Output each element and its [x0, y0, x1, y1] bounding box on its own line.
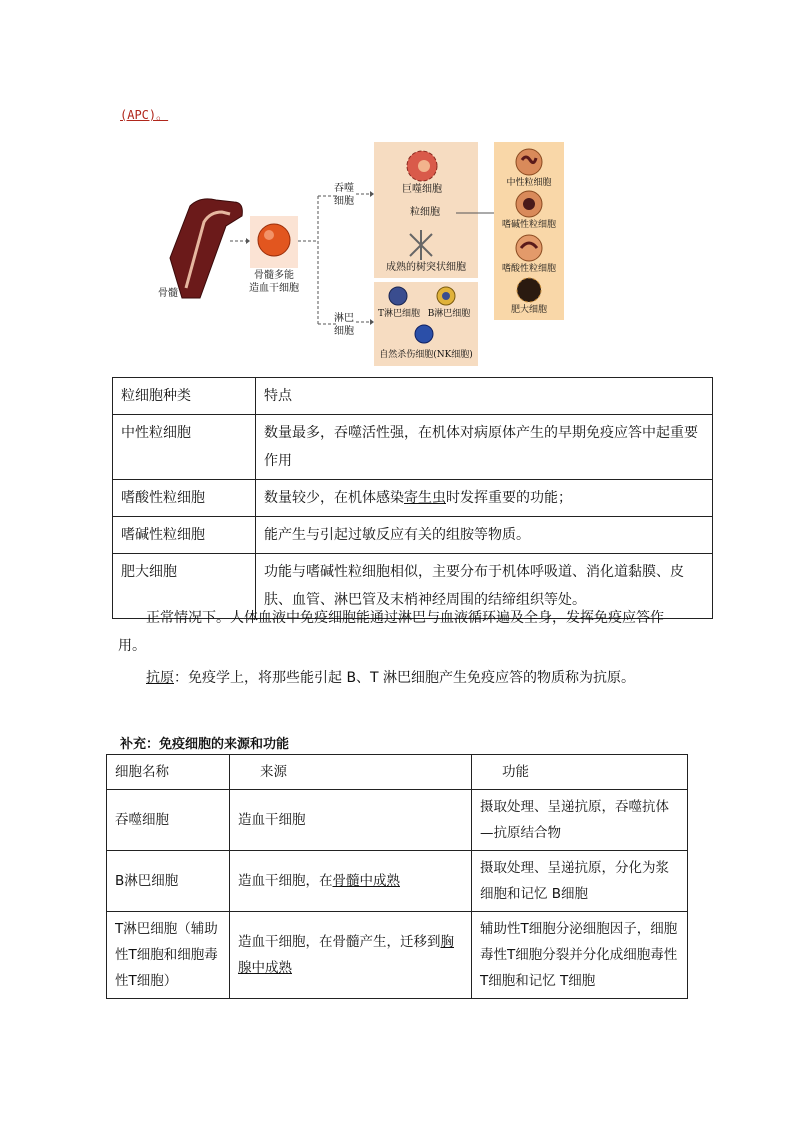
table-row: [107, 790, 688, 851]
t-cell-label: T淋巴细胞: [377, 309, 420, 319]
lymph-branch-label-1: 淋巴: [334, 313, 354, 324]
table-row: [113, 480, 713, 517]
immune-cell-table: [106, 754, 688, 999]
cell-name: T淋巴细胞（辅助性T细胞和细胞毒性T细胞）: [107, 912, 230, 999]
cell-name: 肥大细胞: [113, 554, 256, 619]
cell-name: 嗜酸性粒细胞: [113, 480, 256, 517]
cell-function: 辅助性T细胞分泌细胞因子，细胞毒性T细胞分裂并分化成细胞毒性T细胞和记忆 T细胞: [472, 912, 688, 999]
cell-desc: 能产生与引起过敏反应有关的组胺等物质。: [256, 517, 713, 554]
table-row: [113, 415, 713, 480]
source-text: 造血干细胞，在: [238, 873, 333, 889]
cell-function: 摄取处理、呈递抗原，吞噬抗体—抗原结合物: [472, 790, 688, 851]
apc-text: (APC)。: [120, 108, 169, 122]
bone-illustration: [170, 199, 242, 298]
nk-cell-label: 自然杀伤细胞(NK细胞): [379, 350, 473, 360]
t-cell-icon: [389, 287, 407, 305]
desc-text: 数量较少，在机体感染: [264, 490, 404, 506]
table-header-row: [113, 378, 713, 415]
stem-cell-label-2: 造血干细胞: [249, 283, 299, 294]
table-row: [107, 851, 688, 912]
paragraph-normal: 正常情况下。人体血液中免疫细胞能通过淋巴与血液循环遍及全身，发挥免疫应答作用。: [118, 610, 664, 654]
cell-source: [230, 912, 472, 999]
granulocyte-label: 粒细胞: [410, 207, 440, 218]
bone-marrow-label: 骨髓: [158, 288, 178, 299]
eosinophil-icon: [516, 235, 542, 261]
supplement-title: 补充：免疫细胞的来源和功能: [120, 737, 290, 752]
neutrophil-label: 中性粒细胞: [506, 178, 552, 188]
cell-desc: 数量最多，吞噬活性强，在机体对病原体产生的早期免疫应答中起重要作用: [256, 415, 713, 480]
neutrophil-icon: [516, 149, 542, 175]
macrophage-label: 巨噬细胞: [402, 184, 442, 195]
cell-source: [230, 851, 472, 912]
source-text: 造血干细胞，在骨髓产生，迁移到: [238, 934, 441, 950]
cell-function: 摄取处理、呈递抗原，分化为浆细胞和记忆 B细胞: [472, 851, 688, 912]
paragraph-antigen: [146, 664, 706, 692]
cell-name: B淋巴细胞: [107, 851, 230, 912]
table-header-cell: 功能: [472, 755, 688, 790]
table-header-cell: 来源: [230, 755, 472, 790]
table-header-cell: 粒细胞种类: [113, 378, 256, 415]
table-header-row: [107, 755, 688, 790]
basophil-label: 嗜碱性粒细胞: [501, 220, 556, 230]
cell-source: 造血干细胞: [230, 790, 472, 851]
antigen-term: 抗原: [146, 670, 174, 686]
parasite-term: 寄生虫: [404, 490, 446, 506]
eosinophil-label: 嗜酸性粒细胞: [501, 264, 556, 274]
source-underlined: 胸腺中成熟: [238, 934, 454, 976]
dendritic-label: 成熟的树突状细胞: [386, 262, 466, 273]
stem-cell-icon: [258, 224, 290, 256]
phagocyte-branch-label-2: 细胞: [334, 196, 354, 207]
granulocyte-table: [112, 377, 713, 619]
antigen-definition: ：免疫学上，将那些能引起 B、T 淋巴细胞产生免疫应答的物质称为抗原。: [174, 670, 636, 686]
cell-name: 中性粒细胞: [113, 415, 256, 480]
phagocyte-branch-label-1: 吞噬: [334, 183, 354, 194]
table-row: [113, 517, 713, 554]
mast-cell-icon: [517, 278, 541, 302]
table-header-cell: 细胞名称: [107, 755, 230, 790]
table-header-cell: 特点: [256, 378, 713, 415]
cell-name: 吞噬细胞: [107, 790, 230, 851]
table-row: [107, 912, 688, 999]
source-underlined: 骨髓中成熟: [332, 873, 400, 889]
cell-desc: [256, 480, 713, 517]
nk-cell-icon: [415, 325, 433, 343]
immune-cell-diagram: [130, 138, 570, 370]
cell-desc: 功能与嗜碱性粒细胞相似，主要分布于机体呼吸道、消化道黏膜、皮肤、血管、淋巴管及末梢神经周围的结缔组织等处。: [256, 554, 713, 619]
stem-cell-label-1: 骨髓多能: [254, 270, 294, 281]
b-cell-label: B淋巴细胞: [427, 309, 471, 319]
desc-text: 时发挥重要的功能；: [446, 490, 572, 506]
lymph-branch-label-2: 细胞: [334, 326, 354, 337]
mast-cell-label: 肥大细胞: [510, 305, 547, 315]
cell-name: 嗜碱性粒细胞: [113, 517, 256, 554]
